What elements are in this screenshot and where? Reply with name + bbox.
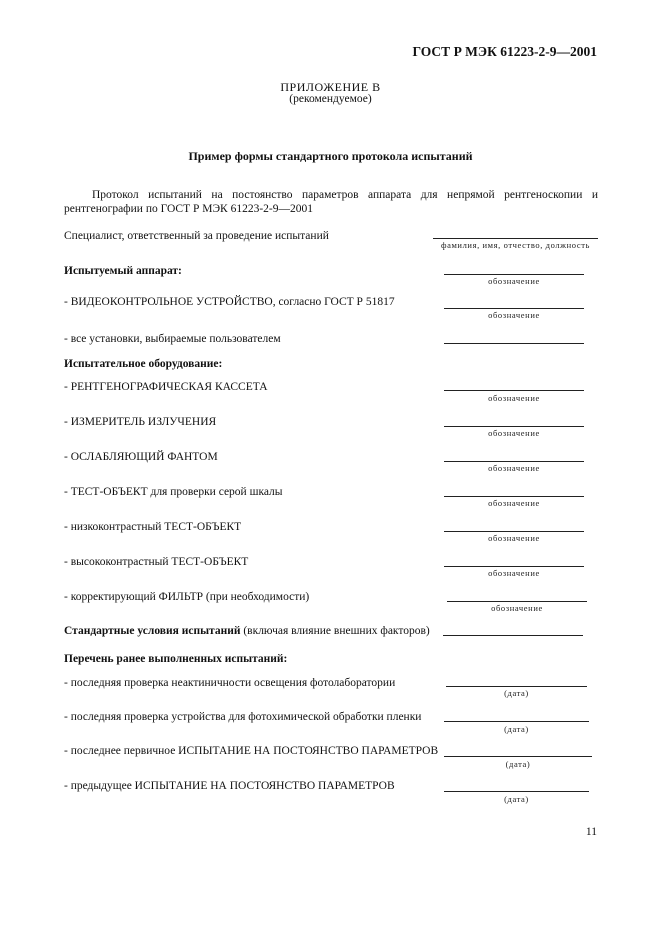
previous-item-date-caption: (дата) bbox=[504, 688, 529, 698]
video-device-field[interactable] bbox=[444, 308, 584, 309]
form-title: Пример формы стандартного протокола испытаний bbox=[188, 149, 473, 163]
previous-item-label: - последняя проверка неактиничности освещения фотолаборатории bbox=[64, 677, 396, 689]
form-intro: Протокол испытаний на постоянство параметров аппарата для непрямой рентгеноскопии и рентгенографии по ГОСТ Р МЭК 61223-2-9—2001 bbox=[64, 189, 598, 215]
equipment-item-caption: обозначение bbox=[491, 603, 543, 613]
specialist-label: Специалист, ответственный за проведение испытаний bbox=[64, 230, 329, 242]
equipment-item-label: - ОСЛАБЛЯЮЩИЙ ФАНТОМ bbox=[64, 451, 218, 463]
equipment-item-caption: обозначение bbox=[488, 463, 540, 473]
conditions-field[interactable] bbox=[443, 635, 583, 636]
previous-item-date-caption: (дата) bbox=[505, 759, 531, 769]
previous-item-label: - последняя проверка устройства для фотохимической обработки пленки bbox=[64, 711, 422, 723]
previous-item-date-caption: (дата) bbox=[504, 724, 529, 734]
tested-heading: Испытуемый аппарат: bbox=[64, 265, 182, 277]
video-device-label: - ВИДЕОКОНТРОЛЬНОЕ УСТРОЙСТВО, согласно ГОСТ Р 51817 bbox=[64, 296, 395, 308]
tested-apparatus-field[interactable] bbox=[444, 274, 584, 275]
equipment-item-caption: обозначение bbox=[488, 533, 540, 543]
equipment-item-field[interactable] bbox=[444, 461, 584, 462]
equipment-item-field[interactable] bbox=[444, 390, 584, 391]
equipment-item-field[interactable] bbox=[444, 426, 584, 427]
equipment-item-label: - ИЗМЕРИТЕЛЬ ИЗЛУЧЕНИЯ bbox=[64, 416, 217, 428]
equipment-item-label: - высококонтрастный ТЕСТ-ОБЪЕКТ bbox=[64, 556, 249, 568]
previous-item-label: - предыдущее ИСПЫТАНИЕ НА ПОСТОЯНСТВО ПАРАМЕТРОВ bbox=[64, 780, 395, 792]
equipment-item-label: - низкоконтрастный ТЕСТ-ОБЪЕКТ bbox=[64, 521, 242, 533]
appendix-title: ПРИЛОЖЕНИЕ В bbox=[280, 80, 381, 94]
document-standard-number: ГОСТ Р МЭК 61223-2-9—2001 bbox=[412, 44, 597, 59]
previous-item-label: - последнее первичное ИСПЫТАНИЕ НА ПОСТОЯНСТВО ПАРАМЕТРОВ bbox=[64, 745, 439, 757]
tested-apparatus-caption: обозначение bbox=[488, 276, 540, 286]
previous-item-date-field[interactable] bbox=[446, 686, 587, 687]
equipment-item-caption: обозначение bbox=[488, 568, 540, 578]
specialist-field[interactable] bbox=[433, 238, 598, 239]
previous-item-date-field[interactable] bbox=[444, 756, 592, 757]
equipment-item-label: - РЕНТГЕНОГРАФИЧЕСКАЯ КАССЕТА bbox=[64, 381, 268, 393]
previous-item-date-field[interactable] bbox=[444, 791, 589, 792]
previous-heading: Перечень ранее выполненных испытаний: bbox=[64, 653, 288, 665]
equipment-item-caption: обозначение bbox=[488, 428, 540, 438]
page-number: 11 bbox=[585, 826, 597, 838]
equipment-item-field[interactable] bbox=[447, 601, 587, 602]
previous-item-date-caption: (дата) bbox=[504, 794, 529, 804]
video-device-caption: обозначение bbox=[488, 310, 540, 320]
equipment-item-field[interactable] bbox=[444, 566, 584, 567]
specialist-caption: фамилия, имя, отчество, должность bbox=[440, 240, 591, 250]
equipment-item-label: - ТЕСТ-ОБЪЕКТ для проверки серой шкалы bbox=[64, 486, 283, 498]
equipment-item-caption: обозначение bbox=[488, 393, 540, 403]
equipment-item-caption: обозначение bbox=[488, 498, 540, 508]
equipment-item-label: - корректирующий ФИЛЬТР (при необходимости) bbox=[64, 591, 310, 603]
user-settings-label: - все установки, выбираемые пользователем bbox=[64, 333, 281, 345]
previous-item-date-field[interactable] bbox=[444, 721, 589, 722]
appendix-subtitle: (рекомендуемое) bbox=[289, 93, 372, 105]
user-settings-field[interactable] bbox=[444, 343, 584, 344]
equipment-heading: Испытательное оборудование: bbox=[64, 358, 223, 370]
equipment-item-field[interactable] bbox=[444, 496, 584, 497]
conditions-label: Стандартные условия испытаний (включая влияние внешних факторов) bbox=[64, 625, 430, 637]
equipment-item-field[interactable] bbox=[444, 531, 584, 532]
